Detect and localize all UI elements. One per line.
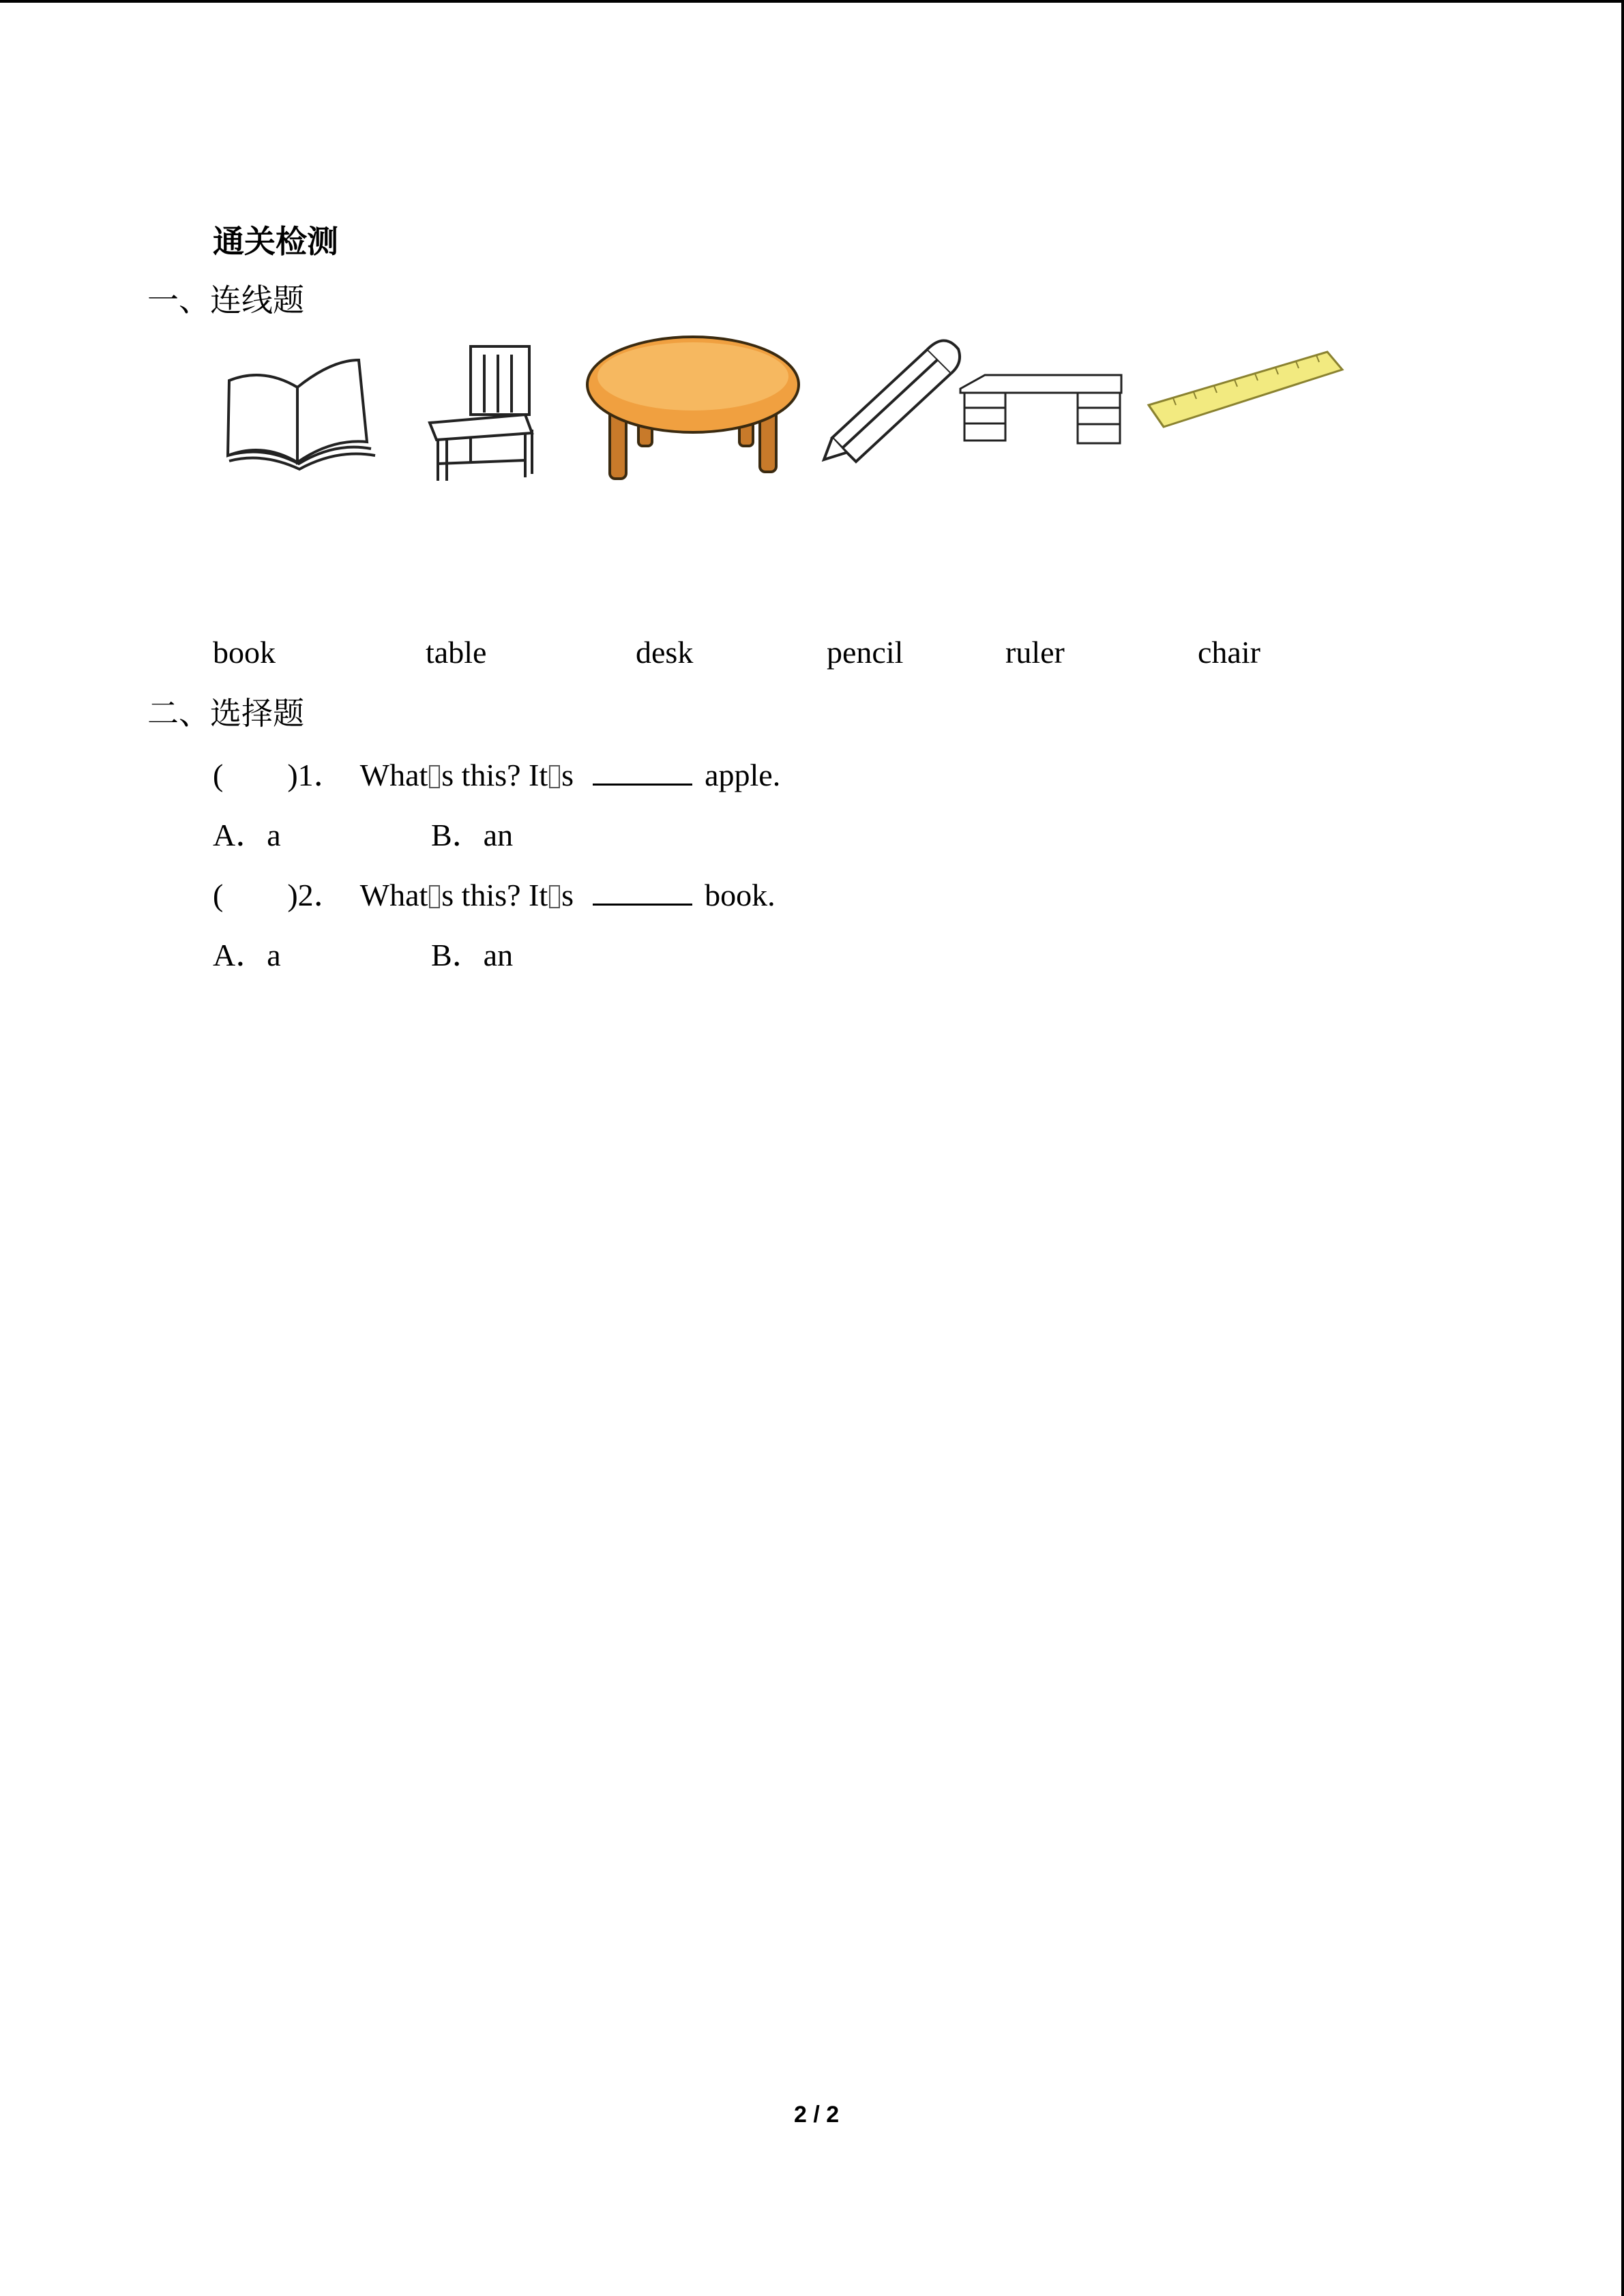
question-1: ( )1． What s this? It s apple. bbox=[213, 758, 781, 792]
fill-blank[interactable] bbox=[593, 880, 692, 906]
section1-title: 一、连线题 bbox=[147, 283, 304, 318]
q2-option-b: B．an bbox=[431, 938, 514, 972]
table-icon bbox=[584, 336, 802, 486]
word-ruler: ruler bbox=[1005, 635, 1065, 670]
question-2: ( )2． What s this? It s book. bbox=[213, 878, 776, 912]
ruler-icon bbox=[1146, 346, 1345, 434]
book-icon bbox=[222, 353, 379, 469]
section2-title: 二、选择题 bbox=[147, 696, 304, 731]
word-table: table bbox=[426, 635, 487, 670]
desk-icon bbox=[958, 372, 1125, 445]
missing-glyph-box bbox=[549, 765, 560, 788]
word-book: book bbox=[213, 635, 276, 670]
page-right-border bbox=[1621, 0, 1624, 2296]
missing-glyph-box bbox=[429, 765, 440, 788]
missing-glyph-box bbox=[549, 885, 560, 908]
page-number: 2 / 2 bbox=[794, 2102, 840, 2128]
word-chair: chair bbox=[1198, 635, 1260, 670]
q2-option-a: A．a bbox=[213, 938, 281, 972]
q1-option-b: B．an bbox=[431, 818, 514, 852]
q1-option-a: A．a bbox=[213, 818, 281, 852]
page-heading: 通关检测 bbox=[213, 224, 338, 259]
pencil-icon bbox=[818, 336, 969, 462]
chair-icon bbox=[423, 341, 539, 484]
fill-blank[interactable] bbox=[593, 760, 692, 786]
word-desk: desk bbox=[636, 635, 694, 670]
page-top-border bbox=[0, 0, 1624, 3]
word-pencil: pencil bbox=[827, 635, 904, 670]
missing-glyph-box bbox=[429, 885, 440, 908]
